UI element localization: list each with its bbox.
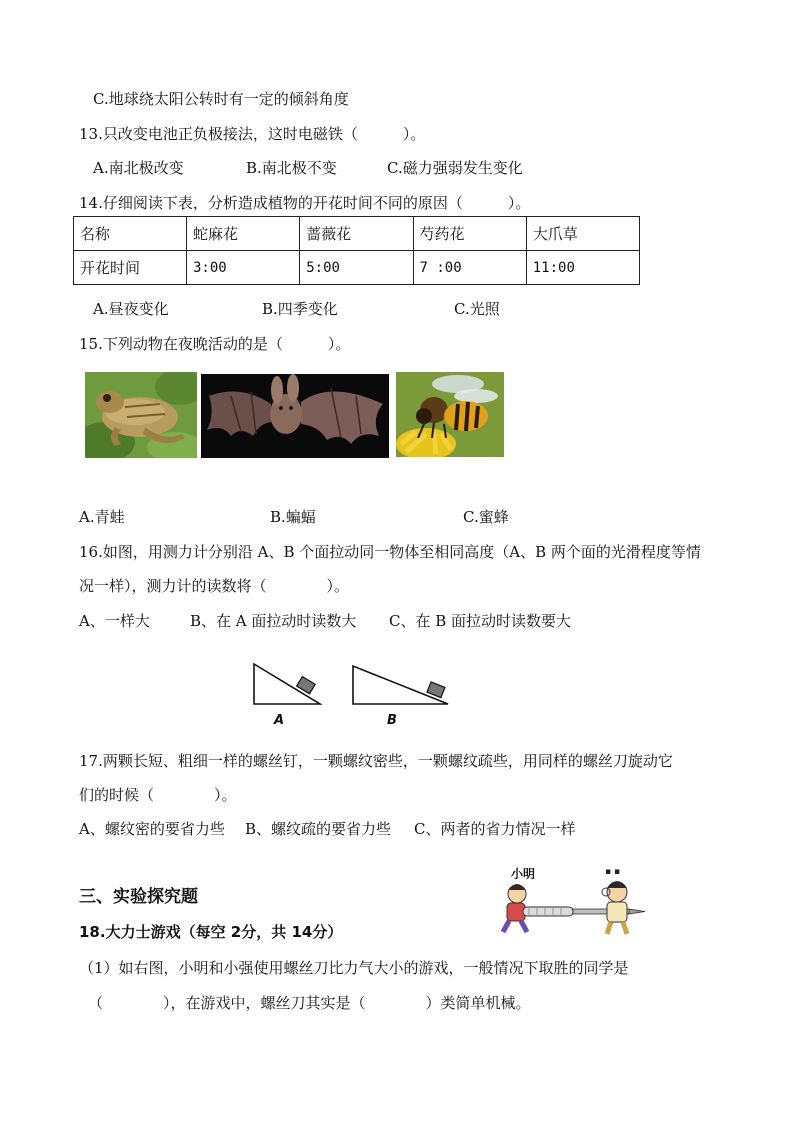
screwdriver-game-cartoon <box>495 866 660 938</box>
section-title: 三、实验探究题 <box>79 887 198 907</box>
incline-a <box>254 664 320 704</box>
q12-option-c: C.地球绕太阳公转时有一定的倾斜角度 <box>93 90 349 108</box>
table-cell-time: 11:00 <box>526 251 639 285</box>
q15-option-c: C.蜜蜂 <box>463 508 509 526</box>
incline-b-label: B <box>387 713 397 728</box>
q15-stem: 15.下列动物在夜晚活动的是（ ）。 <box>79 335 351 353</box>
bat-image <box>201 374 389 458</box>
table-header-name: 名称 <box>74 217 187 251</box>
q15-option-b: B.蝙蝠 <box>270 508 316 526</box>
table-cell-time: 7 :00 <box>413 251 526 285</box>
table-cell-flower: 大爪草 <box>526 217 639 251</box>
table-cell-flower: 蔷薇花 <box>300 217 413 251</box>
q16-option-c: C、在 B 面拉动时读数要大 <box>389 612 572 630</box>
table-cell-flower: 芍药花 <box>413 217 526 251</box>
q13-option-c: C.磁力强弱发生变化 <box>387 159 523 177</box>
q18-title: 18.大力士游戏（每空 2分，共 14分） <box>79 923 343 941</box>
q14-stem: 14.仔细阅读下表，分析造成植物的开花时间不同的原因（ ）。 <box>79 194 531 212</box>
q16-option-a: A、一样大 <box>79 612 150 630</box>
q13-stem: 13.只改变电池正负极接法，这时电磁铁（ ）。 <box>79 125 426 143</box>
q15-option-a: A.青蛙 <box>79 508 125 526</box>
flowering-time-table <box>73 216 640 285</box>
bee-image <box>396 372 504 457</box>
q17-stem-line1: 17.两颗长短、粗细一样的螺丝钉，一颗螺纹密些，一颗螺纹疏些，用同样的螺丝刀旋动它 <box>79 752 673 770</box>
q16-stem-line2: 况一样），测力计的读数将（ ）。 <box>79 577 350 595</box>
svg-text:▪ ▪: ▪ ▪ <box>605 867 621 877</box>
table-row <box>74 217 640 251</box>
q17-option-a: A、螺纹密的要省力些 <box>79 820 225 838</box>
incline-a-label: A <box>274 713 285 728</box>
table-cell-time: 5:00 <box>300 251 413 285</box>
q14-option-a: A.昼夜变化 <box>93 300 169 318</box>
table-cell-flower: 蛇麻花 <box>187 217 300 251</box>
cartoon-label-xiaoming: 小明 <box>511 867 536 881</box>
q14-option-b: B.四季变化 <box>262 300 338 318</box>
incline-b <box>353 666 448 704</box>
frog-image <box>85 372 197 458</box>
q13-option-a: A.南北极改变 <box>93 159 184 177</box>
q18-sub1-line1: （1）如右图，小明和小强使用螺丝刀比力气大小的游戏，一般情况下取胜的同学是 <box>79 959 629 977</box>
q17-stem-line2: 们的时候（ ）。 <box>79 786 237 804</box>
q18-sub1-line2: （ ），在游戏中，螺丝刀其实是（ ）类简单机械。 <box>88 994 531 1012</box>
q17-option-b: B、螺纹疏的要省力些 <box>245 820 392 838</box>
table-row <box>74 251 640 285</box>
q16-stem-line1: 16.如图，用测力计分别沿 A、B 个面拉动同一物体至相同高度（A、B 两个面的光滑程度等情 <box>79 543 701 561</box>
q17-option-c: C、两者的省力情况一样 <box>414 820 576 838</box>
q13-option-b: B.南北极不变 <box>246 159 337 177</box>
table-cell-time: 3:00 <box>187 251 300 285</box>
q16-option-b: B、在 A 面拉动时读数大 <box>190 612 357 630</box>
q14-option-c: C.光照 <box>454 300 500 318</box>
table-header-time: 开花时间 <box>74 251 187 285</box>
